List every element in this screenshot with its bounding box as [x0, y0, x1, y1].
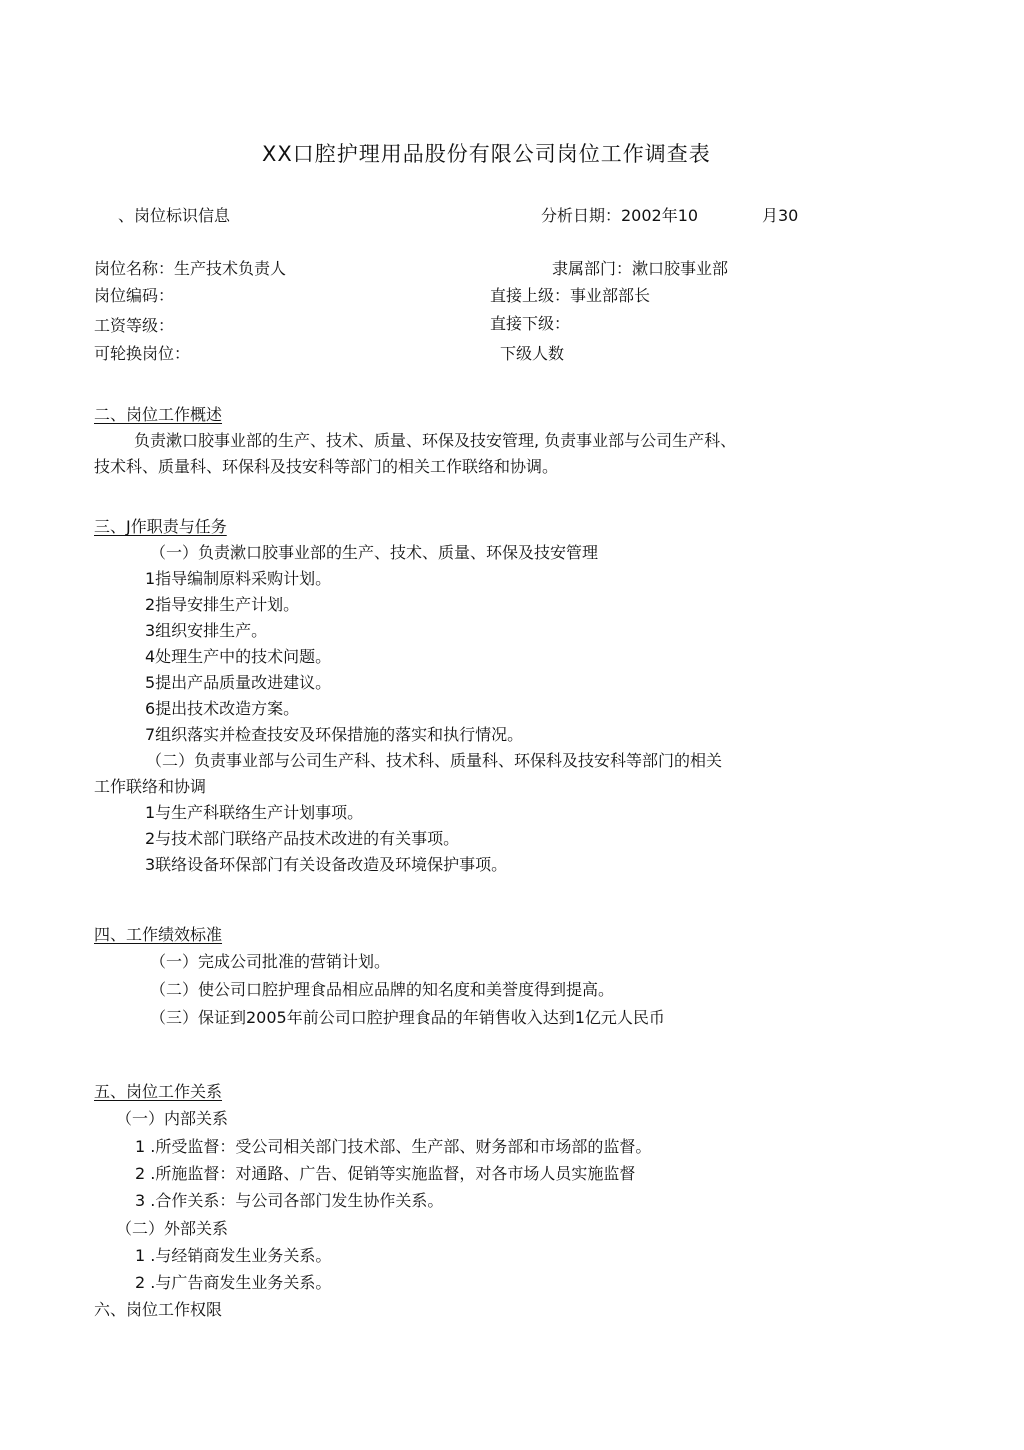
section3-heading: 三、J作职责与任务	[94, 517, 227, 536]
duty-line: 1与生产科联络生产计划事项。	[145, 803, 364, 822]
field-position-name: 岗位名称：生产技术负责人	[94, 259, 287, 278]
section1-heading: 、岗位标识信息	[118, 206, 231, 225]
relation-line: 2 .与广告商发生业务关系。	[135, 1273, 332, 1292]
overview-line: 技术科、质量科、环保科及技安科等部门的相关工作联络和协调。	[94, 457, 559, 476]
relation-line: 1 .所受监督：受公司相关部门技术部、生产部、财务部和市场部的监督。	[135, 1137, 652, 1156]
standard-line: （二）使公司口腔护理食品相应品牌的知名度和美誉度得到提高。	[150, 980, 615, 999]
duty-line: 2与技术部门联络产品技术改进的有关事项。	[145, 829, 460, 848]
field-rotation-position: 可轮换岗位：	[94, 344, 191, 363]
duty-line: 4处理生产中的技术问题。	[145, 647, 332, 666]
section5-heading: 五、岗位工作关系	[94, 1082, 223, 1101]
duty-line: （一）负责漱口胶事业部的生产、技术、质量、环保及技安管理	[150, 543, 599, 562]
relation-line: （一）内部关系	[116, 1109, 229, 1128]
relation-line: 2 .所施监督：对通路、广告、促销等实施监督，对各市场人员实施监督	[135, 1164, 636, 1183]
duty-line: 3联络设备环保部门有关设备改造及环境保护事项。	[145, 855, 508, 874]
relation-line: （二）外部关系	[116, 1219, 229, 1238]
field-subordinate-count: 下级人数	[500, 344, 565, 363]
duty-line: 5提出产品质量改进建议。	[145, 673, 332, 692]
standard-line: （一）完成公司批准的营销计划。	[150, 952, 391, 971]
duty-line: 6提出技术改造方案。	[145, 699, 300, 718]
analysis-date: 分析日期：2002年10	[541, 206, 699, 225]
field-direct-superior: 直接上级：事业部部长	[490, 286, 651, 305]
section4-heading: 四、工作绩效标准	[94, 925, 223, 944]
duty-line: 2指导安排生产计划。	[145, 595, 300, 614]
duty-line: 7组织落实并检查技安及环保措施的落实和执行情况。	[145, 725, 524, 744]
relation-line: 1 .与经销商发生业务关系。	[135, 1246, 332, 1265]
duty-line: 工作联络和协调	[94, 777, 207, 796]
duty-line: （二）负责事业部与公司生产科、技术科、质量科、环保科及技安科等部门的相关	[146, 751, 723, 770]
section2-heading: 二、岗位工作概述	[94, 405, 223, 424]
relation-line: 3 .合作关系：与公司各部门发生协作关系。	[135, 1191, 444, 1210]
standard-line: （三）保证到2005年前公司口腔护理食品的年销售收入达到1亿元人民币	[150, 1008, 665, 1027]
field-salary-grade: 工资等级：	[94, 316, 175, 335]
analysis-date-month: 月30	[762, 206, 799, 225]
field-direct-subordinate: 直接下级：	[490, 314, 571, 333]
duty-line: 1指导编制原料采购计划。	[145, 569, 332, 588]
section6-heading: 六、岗位工作权限	[94, 1300, 223, 1319]
page-title: XX口腔护理用品股份有限公司岗位工作调查表	[262, 142, 711, 166]
field-position-code: 岗位编码：	[94, 286, 175, 305]
duty-line: 3组织安排生产。	[145, 621, 268, 640]
field-department: 隶属部门：漱口胶事业部	[552, 259, 729, 278]
overview-line: 负责漱口胶事业部的生产、技术、质量、环保及技安管理, 负责事业部与公司生产科、	[134, 431, 737, 450]
